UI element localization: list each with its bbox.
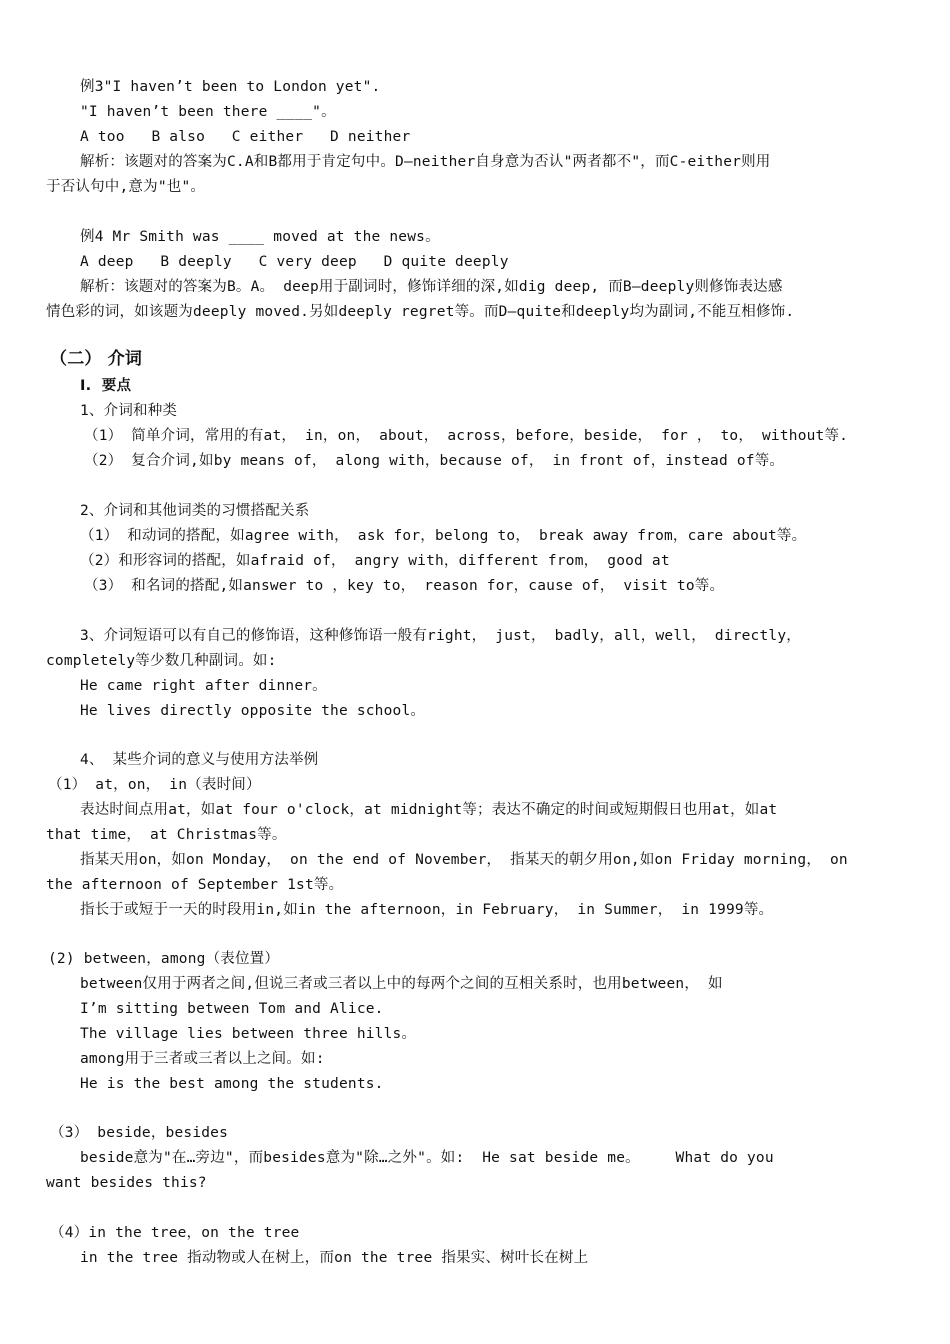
point-4-1-a-line-2: that time， at Christmas等。 (46, 827, 287, 843)
point-4-3-title: （3） beside，besides (50, 1125, 229, 1141)
point-4-2-b: I’m sitting between Tom and Alice. (80, 1001, 384, 1017)
point-2-item-b: （2）和形容词的搭配，如afraid of， angry with，different from， good at (80, 553, 670, 569)
point-4-2-d: among用于三者或三者以上之间。如: (80, 1051, 325, 1067)
example-4-options: A deep B deeply C very deep D quite deeply (80, 254, 509, 270)
point-4-2-e: He is the best among the students. (80, 1076, 384, 1092)
example-3-analysis-line-2: 于否认句中,意为"也"。 (46, 179, 206, 195)
point-3-example-2: He lives directly opposite the school。 (80, 703, 426, 719)
point-4-1-title: （1） at，on， in（表时间） (48, 777, 261, 793)
point-4-1-b-line-1: 指某天用on，如on Monday， on the end of November， 指某天的朝夕用on,如on Friday morning， on (80, 852, 848, 868)
point-4-4-a: in the tree 指动物或人在树上，而on the tree 指果实、树叶长在树上 (80, 1250, 589, 1266)
point-4-4-title: （4）in the tree，on the tree (50, 1225, 300, 1241)
example-3-options: A too B also C either D neither (80, 129, 411, 145)
point-2-item-c: （3） 和名词的搭配,如answer to ，key to， reason for，cause of， visit to等。 (84, 578, 725, 594)
example-3-question-line-2: "I haven’t been there ____"。 (80, 104, 336, 120)
example-3-question-line-1: 例3"I haven’t been to London yet". (80, 79, 381, 95)
section-heading: （二） 介词 (50, 349, 143, 369)
point-4-1-b-line-2: the afternoon of September 1st等。 (46, 877, 344, 893)
point-4-1-a-line-1: 表达时间点用at，如at four o'clock，at midnight等；表达不确定的时间或短期假日也用at，如at (80, 802, 778, 818)
point-4-2-a: between仅用于两者之间,但说三者或三者以上中的每两个之间的互相关系时，也用between， 如 (80, 976, 723, 992)
point-4-1-c: 指长于或短于一天的时段用in,如in the afternoon，in February， in Summer， in 1999等。 (80, 902, 774, 918)
point-4-2-c: The village lies between three hills。 (80, 1026, 417, 1042)
point-2-item-a: （1） 和动词的搭配，如agree with， ask for，belong to， break away from，care about等。 (80, 528, 807, 544)
point-1-title: 1、介词和种类 (80, 403, 178, 419)
point-4-title: 4、 某些介词的意义与使用方法举例 (80, 752, 319, 768)
example-4-question: 例4 Mr Smith was ____ moved at the news。 (80, 229, 440, 245)
point-4-3-a-line-1: beside意为"在…旁边"，而besides意为"除…之外"。如: He sat beside me。 What do you (80, 1150, 774, 1166)
point-2-title: 2、介词和其他词类的习惯搭配关系 (80, 503, 310, 519)
example-4-analysis-line-2: 情色彩的词，如该题为deeply moved.另如deeply regret等。而D—quite和deeply均为副词,不能互相修饰. (46, 304, 795, 320)
point-1-item-a: （1） 简单介词，常用的有at， in，on， about， across，before，beside， for ， to， without等. (84, 428, 849, 444)
point-4-3-a-line-2: want besides this? (46, 1175, 207, 1191)
point-3-line-1: 3、介词短语可以有自己的修饰语，这种修饰语一般有right， just， badly，all，well， directly， (80, 628, 801, 644)
example-3-analysis-line-1: 解析：该题对的答案为C.A和B都用于肯定句中。D—neither自身意为否认"两者都不"，而C-either则用 (80, 154, 771, 170)
example-4-analysis-line-1: 解析：该题对的答案为B。A。 deep用于副词时，修饰详细的深,如dig deep, 而B—deeply则修饰表达感 (80, 279, 783, 295)
point-3-line-2: completely等少数几种副词。如: (46, 653, 277, 669)
point-1-item-b: （2） 复合介词,如by means of， along with，because of， in front of，instead of等。 (84, 453, 785, 469)
point-4-2-title: (2) between，among（表位置） (48, 951, 280, 967)
point-3-example-1: He came right after dinner。 (80, 678, 327, 694)
key-points-heading: I. 要点 (80, 378, 132, 394)
